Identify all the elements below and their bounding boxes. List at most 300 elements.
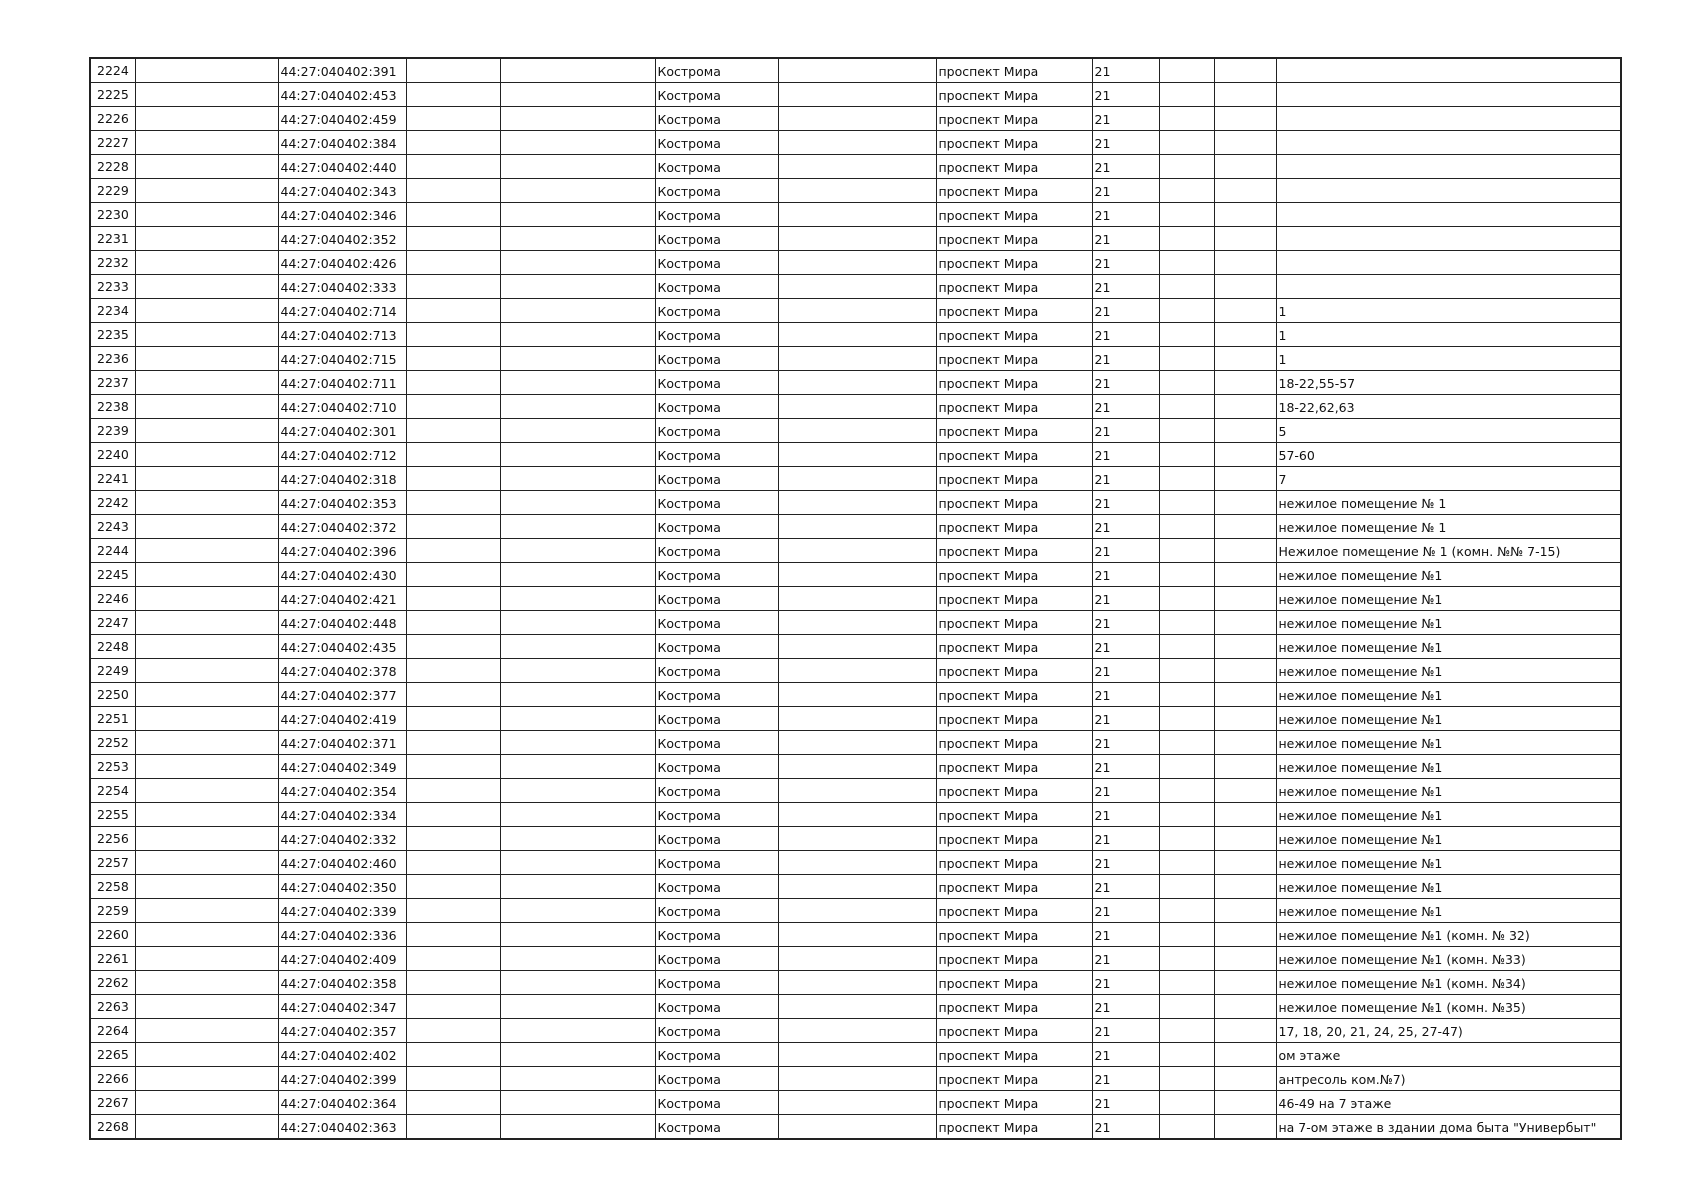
empty-cell: [500, 971, 655, 995]
premises-cell: 57-60: [1276, 443, 1621, 467]
table-row: [90, 371, 1621, 395]
row-number-cell: 2261: [90, 947, 135, 971]
empty-cell: [778, 1067, 936, 1091]
empty-cell: [135, 827, 278, 851]
empty-cell: [1214, 587, 1276, 611]
empty-cell: [778, 875, 936, 899]
cadastral-number-cell: 44:27:040402:419: [278, 707, 406, 731]
empty-cell: [500, 1115, 655, 1140]
cadastral-number-cell: 44:27:040402:354: [278, 779, 406, 803]
empty-cell: [1159, 371, 1214, 395]
premises-cell: Нежилое помещение № 1 (комн. №№ 7-15): [1276, 539, 1621, 563]
premises-cell: нежилое помещение №1: [1276, 803, 1621, 827]
street-cell: проспект Мира: [936, 323, 1092, 347]
street-cell: проспект Мира: [936, 491, 1092, 515]
empty-cell: [406, 995, 500, 1019]
empty-cell: [1159, 779, 1214, 803]
row-number-cell: 2243: [90, 515, 135, 539]
city-cell: Кострома: [655, 947, 778, 971]
empty-cell: [500, 683, 655, 707]
empty-cell: [135, 1067, 278, 1091]
empty-cell: [500, 323, 655, 347]
empty-cell: [1214, 179, 1276, 203]
empty-cell: [135, 323, 278, 347]
empty-cell: [406, 419, 500, 443]
empty-cell: [1214, 299, 1276, 323]
table-row: [90, 131, 1621, 155]
empty-cell: [500, 1019, 655, 1043]
empty-cell: [1159, 707, 1214, 731]
empty-cell: [135, 659, 278, 683]
empty-cell: [1159, 347, 1214, 371]
empty-cell: [406, 1091, 500, 1115]
house-number-cell: 21: [1092, 995, 1159, 1019]
row-number-cell: 2247: [90, 611, 135, 635]
empty-cell: [1214, 467, 1276, 491]
empty-cell: [778, 58, 936, 83]
street-cell: проспект Мира: [936, 179, 1092, 203]
empty-cell: [1159, 611, 1214, 635]
table-row: [90, 899, 1621, 923]
empty-cell: [778, 1091, 936, 1115]
cadastral-number-cell: 44:27:040402:357: [278, 1019, 406, 1043]
street-cell: проспект Мира: [936, 707, 1092, 731]
row-number-cell: 2229: [90, 179, 135, 203]
city-cell: Кострома: [655, 827, 778, 851]
city-cell: Кострома: [655, 707, 778, 731]
empty-cell: [406, 1043, 500, 1067]
empty-cell: [135, 371, 278, 395]
row-number-cell: 2258: [90, 875, 135, 899]
row-number-cell: 2251: [90, 707, 135, 731]
city-cell: Кострома: [655, 371, 778, 395]
row-number-cell: 2266: [90, 1067, 135, 1091]
street-cell: проспект Мира: [936, 107, 1092, 131]
cadastral-number-cell: 44:27:040402:426: [278, 251, 406, 275]
premises-cell: [1276, 131, 1621, 155]
empty-cell: [1159, 755, 1214, 779]
table-row: [90, 875, 1621, 899]
empty-cell: [778, 395, 936, 419]
empty-cell: [135, 539, 278, 563]
cadastral-number-cell: 44:27:040402:377: [278, 683, 406, 707]
cadastral-number-cell: 44:27:040402:318: [278, 467, 406, 491]
street-cell: проспект Мира: [936, 443, 1092, 467]
premises-cell: 1: [1276, 299, 1621, 323]
empty-cell: [135, 107, 278, 131]
empty-cell: [1214, 971, 1276, 995]
house-number-cell: 21: [1092, 1019, 1159, 1043]
street-cell: проспект Мира: [936, 731, 1092, 755]
street-cell: проспект Мира: [936, 611, 1092, 635]
premises-cell: нежилое помещение №1 (комн. № 32): [1276, 923, 1621, 947]
premises-cell: нежилое помещение №1: [1276, 827, 1621, 851]
empty-cell: [1214, 203, 1276, 227]
empty-cell: [500, 587, 655, 611]
empty-cell: [135, 443, 278, 467]
table-row: [90, 58, 1621, 83]
premises-cell: [1276, 107, 1621, 131]
empty-cell: [1159, 395, 1214, 419]
empty-cell: [500, 251, 655, 275]
house-number-cell: 21: [1092, 1067, 1159, 1091]
table-row: [90, 443, 1621, 467]
empty-cell: [135, 467, 278, 491]
empty-cell: [778, 419, 936, 443]
cadastral-number-cell: 44:27:040402:353: [278, 491, 406, 515]
street-cell: проспект Мира: [936, 58, 1092, 83]
table-row: [90, 971, 1621, 995]
empty-cell: [500, 851, 655, 875]
empty-cell: [135, 635, 278, 659]
city-cell: Кострома: [655, 347, 778, 371]
street-cell: проспект Мира: [936, 755, 1092, 779]
street-cell: проспект Мира: [936, 251, 1092, 275]
house-number-cell: 21: [1092, 683, 1159, 707]
city-cell: Кострома: [655, 107, 778, 131]
empty-cell: [406, 731, 500, 755]
row-number-cell: 2252: [90, 731, 135, 755]
table-row: [90, 491, 1621, 515]
city-cell: Кострома: [655, 299, 778, 323]
empty-cell: [1214, 131, 1276, 155]
city-cell: Кострома: [655, 251, 778, 275]
empty-cell: [1214, 827, 1276, 851]
house-number-cell: 21: [1092, 58, 1159, 83]
city-cell: Кострома: [655, 731, 778, 755]
row-number-cell: 2226: [90, 107, 135, 131]
premises-cell: [1276, 251, 1621, 275]
table-row: [90, 251, 1621, 275]
premises-cell: 1: [1276, 323, 1621, 347]
premises-cell: [1276, 155, 1621, 179]
empty-cell: [1214, 731, 1276, 755]
premises-cell: нежилое помещение №1 (комн. №34): [1276, 971, 1621, 995]
table-row: [90, 1091, 1621, 1115]
empty-cell: [1159, 515, 1214, 539]
empty-cell: [778, 635, 936, 659]
premises-cell: 5: [1276, 419, 1621, 443]
cadastral-number-cell: 44:27:040402:402: [278, 1043, 406, 1067]
table-row: [90, 179, 1621, 203]
empty-cell: [406, 179, 500, 203]
house-number-cell: 21: [1092, 491, 1159, 515]
empty-cell: [500, 107, 655, 131]
table-row: [90, 395, 1621, 419]
empty-cell: [135, 1043, 278, 1067]
empty-cell: [500, 875, 655, 899]
cadastral-number-cell: 44:27:040402:332: [278, 827, 406, 851]
empty-cell: [500, 203, 655, 227]
cadastral-number-cell: 44:27:040402:421: [278, 587, 406, 611]
empty-cell: [500, 58, 655, 83]
house-number-cell: 21: [1092, 83, 1159, 107]
street-cell: проспект Мира: [936, 203, 1092, 227]
row-number-cell: 2268: [90, 1115, 135, 1140]
premises-cell: нежилое помещение №1 (комн. №35): [1276, 995, 1621, 1019]
street-cell: проспект Мира: [936, 155, 1092, 179]
table-row: [90, 803, 1621, 827]
street-cell: проспект Мира: [936, 227, 1092, 251]
empty-cell: [778, 371, 936, 395]
city-cell: Кострома: [655, 563, 778, 587]
street-cell: проспект Мира: [936, 1091, 1092, 1115]
empty-cell: [500, 539, 655, 563]
table-row: [90, 779, 1621, 803]
empty-cell: [500, 179, 655, 203]
house-number-cell: 21: [1092, 875, 1159, 899]
cadastral-number-cell: 44:27:040402:301: [278, 419, 406, 443]
empty-cell: [778, 995, 936, 1019]
city-cell: Кострома: [655, 875, 778, 899]
city-cell: Кострома: [655, 899, 778, 923]
empty-cell: [778, 659, 936, 683]
cadastral-number-cell: 44:27:040402:430: [278, 563, 406, 587]
table-row: [90, 299, 1621, 323]
empty-cell: [135, 803, 278, 827]
house-number-cell: 21: [1092, 299, 1159, 323]
empty-cell: [406, 899, 500, 923]
premises-cell: 1: [1276, 347, 1621, 371]
street-cell: проспект Мира: [936, 683, 1092, 707]
empty-cell: [1214, 923, 1276, 947]
empty-cell: [778, 947, 936, 971]
empty-cell: [135, 1115, 278, 1140]
empty-cell: [135, 731, 278, 755]
empty-cell: [1159, 83, 1214, 107]
empty-cell: [406, 947, 500, 971]
row-number-cell: 2242: [90, 491, 135, 515]
city-cell: Кострома: [655, 155, 778, 179]
cadastral-number-cell: 44:27:040402:713: [278, 323, 406, 347]
empty-cell: [406, 227, 500, 251]
empty-cell: [1214, 659, 1276, 683]
empty-cell: [406, 155, 500, 179]
street-cell: проспект Мира: [936, 131, 1092, 155]
empty-cell: [406, 491, 500, 515]
cadastral-number-cell: 44:27:040402:350: [278, 875, 406, 899]
cadastral-number-cell: 44:27:040402:714: [278, 299, 406, 323]
city-cell: Кострома: [655, 443, 778, 467]
cadastral-number-cell: 44:27:040402:715: [278, 347, 406, 371]
street-cell: проспект Мира: [936, 395, 1092, 419]
empty-cell: [500, 1067, 655, 1091]
empty-cell: [406, 635, 500, 659]
table-row: [90, 995, 1621, 1019]
house-number-cell: 21: [1092, 131, 1159, 155]
street-cell: проспект Мира: [936, 587, 1092, 611]
row-number-cell: 2244: [90, 539, 135, 563]
empty-cell: [1159, 587, 1214, 611]
empty-cell: [1159, 995, 1214, 1019]
empty-cell: [1159, 203, 1214, 227]
city-cell: Кострома: [655, 803, 778, 827]
empty-cell: [1159, 419, 1214, 443]
empty-cell: [500, 227, 655, 251]
street-cell: проспект Мира: [936, 803, 1092, 827]
cadastral-number-cell: 44:27:040402:358: [278, 971, 406, 995]
premises-cell: 18-22,62,63: [1276, 395, 1621, 419]
empty-cell: [135, 251, 278, 275]
city-cell: Кострома: [655, 635, 778, 659]
empty-cell: [1214, 1019, 1276, 1043]
empty-cell: [500, 347, 655, 371]
empty-cell: [406, 971, 500, 995]
house-number-cell: 21: [1092, 755, 1159, 779]
table-row: [90, 1115, 1621, 1140]
row-number-cell: 2265: [90, 1043, 135, 1067]
row-number-cell: 2262: [90, 971, 135, 995]
empty-cell: [135, 851, 278, 875]
cadastral-number-cell: 44:27:040402:710: [278, 395, 406, 419]
empty-cell: [500, 395, 655, 419]
empty-cell: [1214, 443, 1276, 467]
row-number-cell: 2231: [90, 227, 135, 251]
street-cell: проспект Мира: [936, 923, 1092, 947]
empty-cell: [500, 803, 655, 827]
empty-cell: [500, 563, 655, 587]
house-number-cell: 21: [1092, 731, 1159, 755]
empty-cell: [500, 467, 655, 491]
cadastral-number-cell: 44:27:040402:363: [278, 1115, 406, 1140]
empty-cell: [406, 1067, 500, 1091]
cadastral-number-cell: 44:27:040402:372: [278, 515, 406, 539]
street-cell: проспект Мира: [936, 827, 1092, 851]
empty-cell: [1214, 851, 1276, 875]
empty-cell: [778, 587, 936, 611]
empty-cell: [778, 731, 936, 755]
premises-cell: нежилое помещение №1: [1276, 899, 1621, 923]
table-row: [90, 659, 1621, 683]
row-number-cell: 2245: [90, 563, 135, 587]
empty-cell: [1214, 1043, 1276, 1067]
row-number-cell: 2259: [90, 899, 135, 923]
house-number-cell: 21: [1092, 107, 1159, 131]
empty-cell: [500, 947, 655, 971]
empty-cell: [778, 347, 936, 371]
row-number-cell: 2240: [90, 443, 135, 467]
premises-cell: нежилое помещение №1: [1276, 755, 1621, 779]
premises-cell: [1276, 203, 1621, 227]
empty-cell: [406, 371, 500, 395]
cadastral-number-cell: 44:27:040402:460: [278, 851, 406, 875]
street-cell: проспект Мира: [936, 539, 1092, 563]
empty-cell: [1159, 299, 1214, 323]
premises-cell: 17, 18, 20, 21, 24, 25, 27-47): [1276, 1019, 1621, 1043]
empty-cell: [406, 131, 500, 155]
empty-cell: [135, 779, 278, 803]
house-number-cell: 21: [1092, 971, 1159, 995]
empty-cell: [778, 683, 936, 707]
row-number-cell: 2256: [90, 827, 135, 851]
premises-cell: нежилое помещение №1: [1276, 635, 1621, 659]
table-row: [90, 755, 1621, 779]
house-number-cell: 21: [1092, 275, 1159, 299]
table-row: [90, 107, 1621, 131]
empty-cell: [1214, 251, 1276, 275]
cadastral-number-cell: 44:27:040402:333: [278, 275, 406, 299]
city-cell: Кострома: [655, 1019, 778, 1043]
house-number-cell: 21: [1092, 155, 1159, 179]
city-cell: Кострома: [655, 515, 778, 539]
empty-cell: [406, 58, 500, 83]
empty-cell: [406, 347, 500, 371]
empty-cell: [1214, 803, 1276, 827]
street-cell: проспект Мира: [936, 947, 1092, 971]
empty-cell: [1159, 803, 1214, 827]
empty-cell: [1159, 179, 1214, 203]
city-cell: Кострома: [655, 995, 778, 1019]
empty-cell: [135, 563, 278, 587]
empty-cell: [500, 779, 655, 803]
empty-cell: [135, 899, 278, 923]
table-row: [90, 707, 1621, 731]
cadastral-number-cell: 44:27:040402:399: [278, 1067, 406, 1091]
street-cell: проспект Мира: [936, 635, 1092, 659]
empty-cell: [406, 587, 500, 611]
empty-cell: [778, 899, 936, 923]
cadastral-number-cell: 44:27:040402:343: [278, 179, 406, 203]
street-cell: проспект Мира: [936, 299, 1092, 323]
empty-cell: [500, 371, 655, 395]
empty-cell: [500, 635, 655, 659]
empty-cell: [135, 683, 278, 707]
empty-cell: [1214, 107, 1276, 131]
street-cell: проспект Мира: [936, 899, 1092, 923]
empty-cell: [1214, 371, 1276, 395]
empty-cell: [406, 251, 500, 275]
house-number-cell: 21: [1092, 323, 1159, 347]
cadastral-number-cell: 44:27:040402:384: [278, 131, 406, 155]
empty-cell: [778, 827, 936, 851]
premises-cell: нежилое помещение №1: [1276, 587, 1621, 611]
empty-cell: [778, 491, 936, 515]
table-row: [90, 275, 1621, 299]
street-cell: проспект Мира: [936, 515, 1092, 539]
empty-cell: [135, 347, 278, 371]
empty-cell: [406, 107, 500, 131]
street-cell: проспект Мира: [936, 1067, 1092, 1091]
cadastral-number-cell: 44:27:040402:347: [278, 995, 406, 1019]
empty-cell: [778, 755, 936, 779]
city-cell: Кострома: [655, 131, 778, 155]
row-number-cell: 2238: [90, 395, 135, 419]
empty-cell: [406, 755, 500, 779]
cadastral-number-cell: 44:27:040402:711: [278, 371, 406, 395]
empty-cell: [778, 179, 936, 203]
city-cell: Кострома: [655, 491, 778, 515]
empty-cell: [1159, 683, 1214, 707]
house-number-cell: 21: [1092, 899, 1159, 923]
empty-cell: [778, 1019, 936, 1043]
row-number-cell: 2224: [90, 58, 135, 83]
empty-cell: [1214, 1067, 1276, 1091]
row-number-cell: 2248: [90, 635, 135, 659]
street-cell: проспект Мира: [936, 659, 1092, 683]
premises-cell: нежилое помещение №1: [1276, 875, 1621, 899]
empty-cell: [135, 395, 278, 419]
empty-cell: [1214, 611, 1276, 635]
empty-cell: [1214, 875, 1276, 899]
empty-cell: [406, 323, 500, 347]
empty-cell: [778, 131, 936, 155]
city-cell: Кострома: [655, 419, 778, 443]
empty-cell: [1214, 227, 1276, 251]
empty-cell: [1159, 1043, 1214, 1067]
empty-cell: [1159, 731, 1214, 755]
house-number-cell: 21: [1092, 515, 1159, 539]
empty-cell: [406, 83, 500, 107]
